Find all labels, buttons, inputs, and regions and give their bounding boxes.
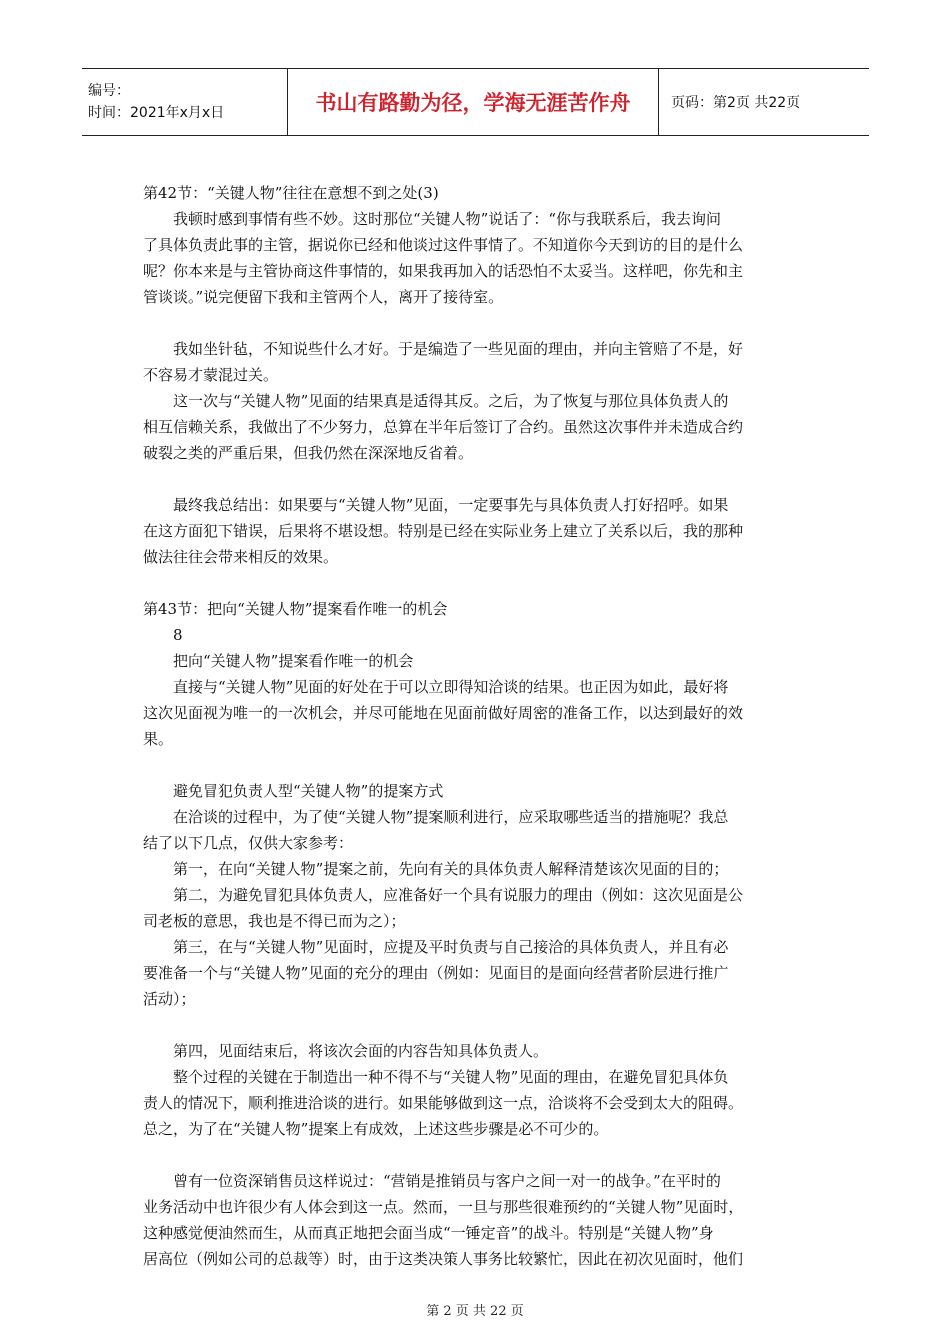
paragraph-line: 这一次与“关键人物”见面的结果真是适得其反。之后，为了恢复与那位具体负责人的: [173, 392, 729, 410]
paragraph-line: 这次见面视为唯一的一次机会，并尽可能地在见面前做好周密的准备工作，以达到最好的效: [143, 704, 744, 722]
blank-line: [143, 466, 813, 492]
paragraph-line: 总之，为了在“关键人物”提案上有成效，上述这些步骤是必不可少的。: [143, 1120, 609, 1138]
paragraph-line: 直接与“关键人物”见面的好处在于可以立即得知洽谈的结果。也正因为如此，最好将: [173, 678, 729, 696]
paragraph-line: 呢？你本来是与主管协商这件事情的，如果我再加入的话恐怕不太妥当。这样吧，你先和主: [143, 262, 744, 280]
paragraph-line: 不容易才蒙混过关。: [143, 366, 279, 384]
blank-line: [143, 570, 813, 596]
paragraph-line: 曾有一位资深销售员这样说过：“营销是推销员与客户之间一对一的战争。”在平时的: [173, 1172, 721, 1190]
paragraph-line: 整个过程的关键在于制造出一种不得不与“关键人物”见面的理由，在避免冒犯具体负: [173, 1068, 729, 1086]
section-heading: 第42节：“关键人物”往往在意想不到之处(3): [143, 184, 439, 202]
blank-line: [143, 310, 813, 336]
paragraph-line: 业务活动中也许很少有人体会到这一点。然而，一旦与那些很难预约的“关键人物”见面时，: [143, 1198, 744, 1216]
paragraph-line: 这种感觉便油然而生，从而真正地把会面当成“一锤定音”的战斗。特别是“关键人物”身: [143, 1224, 714, 1242]
header-page-label: 页码：第2页 共22页: [671, 95, 801, 111]
header-motto: 书山有路勤为径，学海无涯苦作舟: [288, 69, 659, 135]
subheading: 把向“关键人物”提案看作唯一的机会: [173, 652, 414, 670]
document-number-label: 编号：: [88, 83, 130, 99]
paragraph-line: 了具体负责此事的主管，据说你已经和他谈过这件事情了。不知道你今天到访的目的是什么: [143, 236, 744, 254]
header-meta: [82, 69, 288, 135]
document-header: [82, 68, 869, 136]
paragraph-line: 做法往往会带来相反的效果。: [143, 548, 339, 566]
paragraph-line: 在洽谈的过程中，为了使“关键人物”提案顺利进行，应采取哪些适当的措施呢？我总: [173, 808, 729, 826]
paragraph-line: 相互信赖关系，我做出了不少努力，总算在半年后签订了合约。虽然这次事件并未造成合约: [143, 418, 744, 436]
list-item: 第二，为避免冒犯具体负责人，应准备好一个具有说服力的理由（例如：这次见面是公: [173, 886, 744, 904]
blank-line: [143, 752, 813, 778]
paragraph-line: 活动）；: [143, 990, 196, 1008]
paragraph-line: 要准备一个与“关键人物”见面的充分的理由（例如：见面目的是面向经营者阶层进行推广: [143, 964, 729, 982]
list-item: 第三，在与“关键人物”见面时，应提及平时负责与自己接洽的具体负责人，并且有必: [173, 938, 729, 956]
paragraph-line: 管谈谈。”说完便留下我和主管两个人，离开了接待室。: [143, 288, 504, 306]
document-date-label: 时间：2021年x月x日: [88, 105, 225, 121]
paragraph-line: 我顿时感到事情有些不妙。这时那位“关键人物”说话了：“你与我联系后，我去询问: [173, 210, 722, 228]
section-number: 8: [173, 626, 183, 644]
paragraph-line: 破裂之类的严重后果，但我仍然在深深地反省着。: [143, 444, 474, 462]
section-heading: 第43节：把向“关键人物”提案看作唯一的机会: [143, 600, 448, 618]
paragraph-line: 居高位（例如公司的总裁等）时，由于这类决策人事务比较繁忙，因此在初次见面时，他们: [143, 1250, 744, 1268]
list-item: 第四，见面结束后，将该次会面的内容告知具体负责人。: [173, 1042, 549, 1060]
paragraph-line: 责人的情况下，顺利推进洽谈的进行。如果能够做到这一点，洽谈将不会受到太大的阻碍。: [143, 1094, 744, 1112]
document-body: [143, 180, 813, 1272]
paragraph-line: 我如坐针毡，不知说些什么才好。于是编造了一些见面的理由，并向主管赔了不是，好: [173, 340, 744, 358]
list-item: 第一，在向“关键人物”提案之前，先向有关的具体负责人解释清楚该次见面的目的；: [173, 860, 729, 878]
paragraph-line: 司老板的意思，我也是不得已而为之）；: [143, 912, 406, 930]
blank-line: [143, 1142, 813, 1168]
paragraph-line: 在这方面犯下错误，后果将不堪设想。特别是已经在实际业务上建立了关系以后，我的那种: [143, 522, 744, 540]
page-footer: 第 2 页 共 22 页: [426, 1304, 524, 1319]
paragraph-line: 最终我总结出：如果要与“关键人物”见面，一定要事先与具体负责人打好招呼。如果: [173, 496, 729, 514]
subheading: 避免冒犯负责人型“关键人物”的提案方式: [173, 782, 444, 800]
paragraph-line: 结了以下几点，仅供大家参考：: [143, 834, 354, 852]
paragraph-line: 果。: [143, 730, 174, 748]
blank-line: [143, 1012, 813, 1038]
